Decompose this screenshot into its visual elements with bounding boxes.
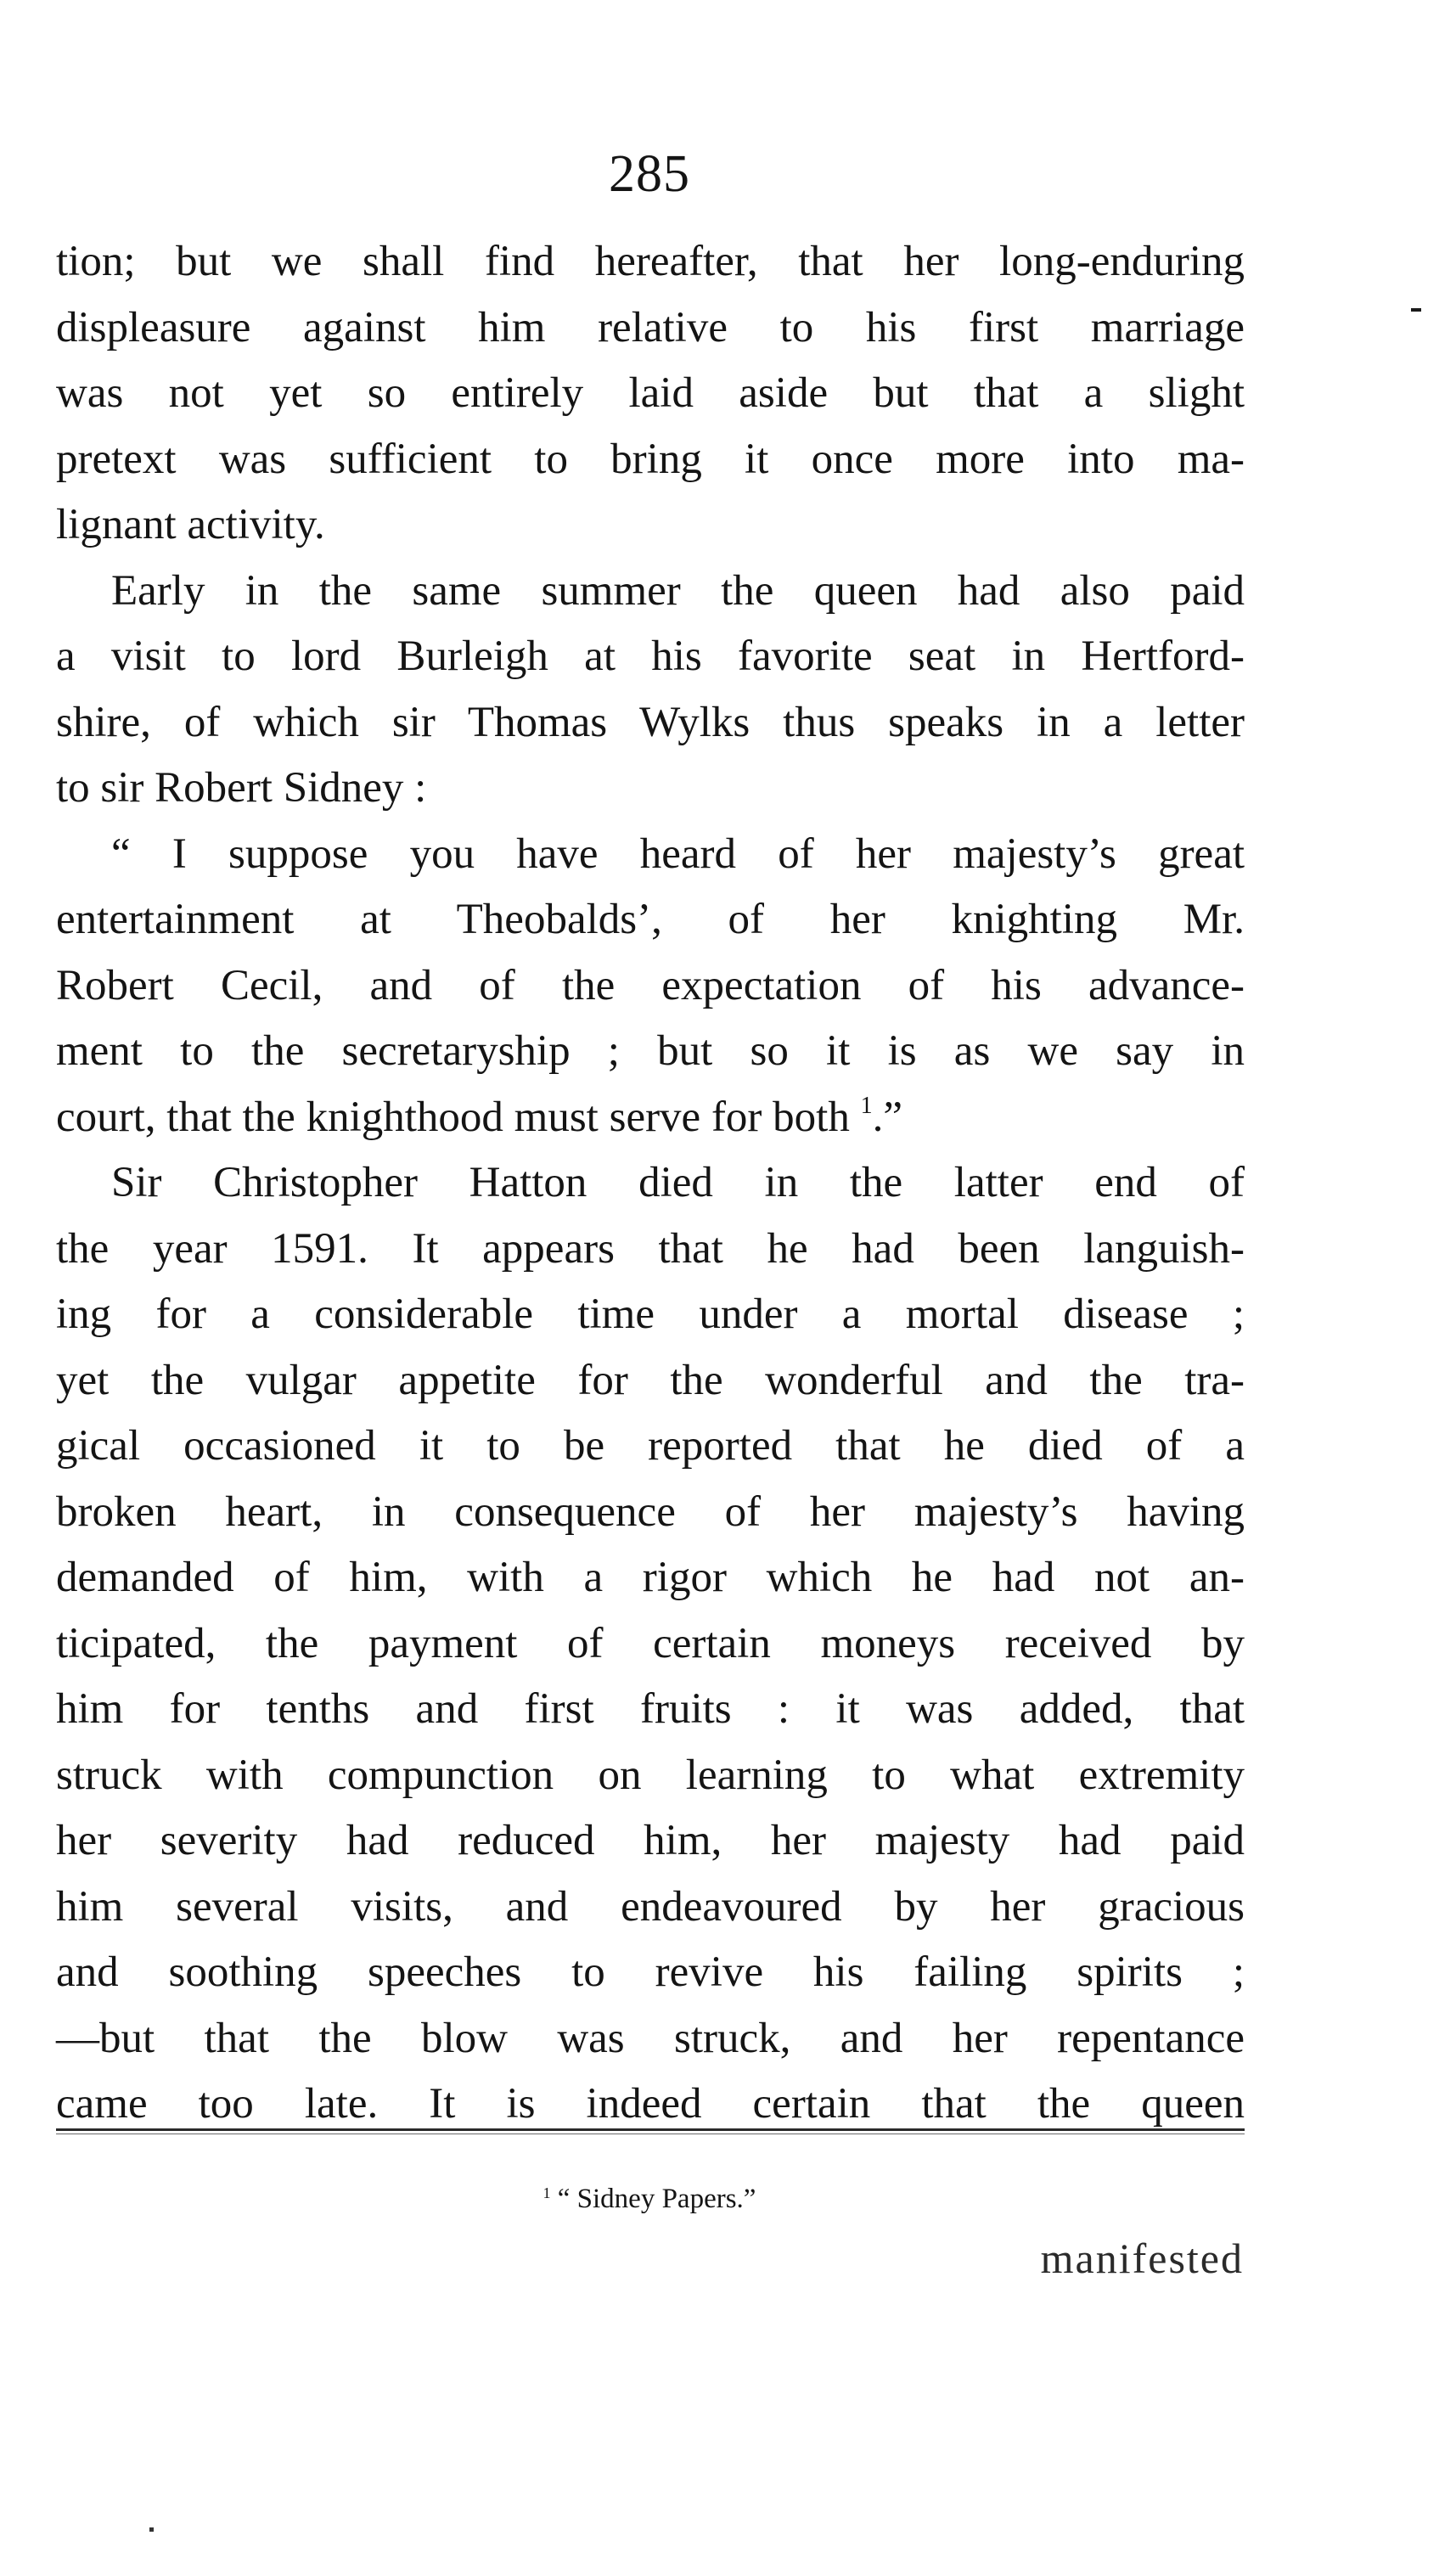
catchword: manifested xyxy=(1040,2235,1244,2282)
text-line-content: him several visits, and endeavoured by her gracious xyxy=(56,1882,1245,1931)
footnote-mark: 1 xyxy=(542,2184,551,2201)
text-line xyxy=(56,1875,1245,1941)
text-line xyxy=(56,1019,1245,1085)
text-line xyxy=(56,756,1245,822)
text-line xyxy=(56,2072,1245,2138)
text-line xyxy=(56,1940,1245,2006)
text-line xyxy=(56,1480,1245,1546)
text-line xyxy=(56,887,1245,953)
text-line xyxy=(56,1150,1245,1217)
text-line xyxy=(56,1217,1245,1283)
text-line xyxy=(56,1348,1245,1414)
text-line-content: displeasure against him relative to his first marriage xyxy=(56,303,1245,351)
closing-quote: .” xyxy=(872,1093,902,1141)
text-line xyxy=(56,361,1245,427)
text-line xyxy=(56,1677,1245,1743)
text-line-content: yet the vulgar appetite for the wonderful and the tra- xyxy=(56,1356,1245,1404)
text-line-content: Early in the same summer the queen had also paid xyxy=(111,566,1245,615)
text-line-content: shire, of which sir Thomas Wylks thus speaks in a letter xyxy=(56,698,1245,746)
text-line-content: pretext was sufficient to bring it once more into ma- xyxy=(56,435,1245,483)
footnote xyxy=(0,2180,1299,2218)
text-line-content: ing for a considerable time under a mortal disease ; xyxy=(56,1290,1245,1338)
bottom-mark xyxy=(149,2527,154,2532)
text-line-content: her severity had reduced him, her majesty had paid xyxy=(56,1817,1245,1864)
text-line-content: him for tenths and first fruits : it was added, that xyxy=(56,1685,1245,1733)
text-line-content: lignant activity. xyxy=(56,501,325,548)
body-text xyxy=(56,229,1245,2138)
text-line xyxy=(56,624,1245,690)
page-number: 285 xyxy=(609,145,690,203)
text-line xyxy=(56,1611,1245,1678)
text-line xyxy=(56,295,1245,362)
text-line xyxy=(56,1743,1245,1809)
text-line-content: gical occasioned it to be reported that he died of a xyxy=(56,1422,1245,1470)
text-line-content: and soothing speeches to revive his failing spirits ; xyxy=(56,1948,1245,1996)
text-line-content: a visit to lord Burleigh at his favorite seat in Hertford- xyxy=(56,632,1245,680)
text-line-content: —but that the blow was struck, and her repentance xyxy=(56,2014,1245,2062)
text-line-content: ment to the secretaryship ; but so it is as we say in xyxy=(56,1027,1245,1075)
text-line xyxy=(56,822,1245,888)
footnote-text: “ Sidney Papers.” xyxy=(557,2184,756,2214)
text-line-content: broken heart, in consequence of her majesty’s having xyxy=(56,1487,1245,1536)
text-line xyxy=(56,1545,1245,1611)
footnote-rule xyxy=(56,2128,1245,2134)
footnote-reference: 1 xyxy=(860,1092,873,1119)
text-line-content: came too late. It is indeed certain that the queen xyxy=(56,2080,1245,2128)
text-line xyxy=(56,2006,1245,2072)
text-line-content: “ I suppose you have heard of her majesty’s great xyxy=(111,829,1245,878)
text-line-content: tion; but we shall find hereafter, that her long-enduring xyxy=(56,238,1245,285)
text-line xyxy=(56,492,1245,559)
text-line-content: Robert Cecil, and of the expectation of his advance- xyxy=(56,961,1245,1009)
text-line xyxy=(56,1808,1245,1875)
text-line xyxy=(56,427,1245,493)
text-line xyxy=(56,229,1245,295)
text-line-content: court, that the knighthood must serve for both xyxy=(56,1093,850,1141)
text-line xyxy=(56,559,1245,625)
text-line-content: to sir Robert Sidney : xyxy=(56,764,427,812)
text-line xyxy=(56,1414,1245,1480)
text-line xyxy=(56,1282,1245,1348)
text-line xyxy=(56,1085,1245,1151)
margin-mark xyxy=(1411,308,1421,312)
text-line-content: Sir Christopher Hatton died in the latter end of xyxy=(111,1159,1245,1206)
text-line-content: ticipated, the payment of certain moneys received by xyxy=(56,1619,1245,1667)
text-line-content: entertainment at Theobalds’, of her knighting Mr. xyxy=(56,896,1245,943)
text-line-content: was not yet so entirely laid aside but that a slight xyxy=(56,369,1245,417)
text-line-content: the year 1591. It appears that he had been languish- xyxy=(56,1224,1245,1273)
text-line-content: demanded of him, with a rigor which he had not an- xyxy=(56,1554,1245,1601)
text-line-content: struck with compunction on learning to what extremity xyxy=(56,1751,1245,1799)
text-line xyxy=(56,690,1245,756)
text-line xyxy=(56,953,1245,1020)
